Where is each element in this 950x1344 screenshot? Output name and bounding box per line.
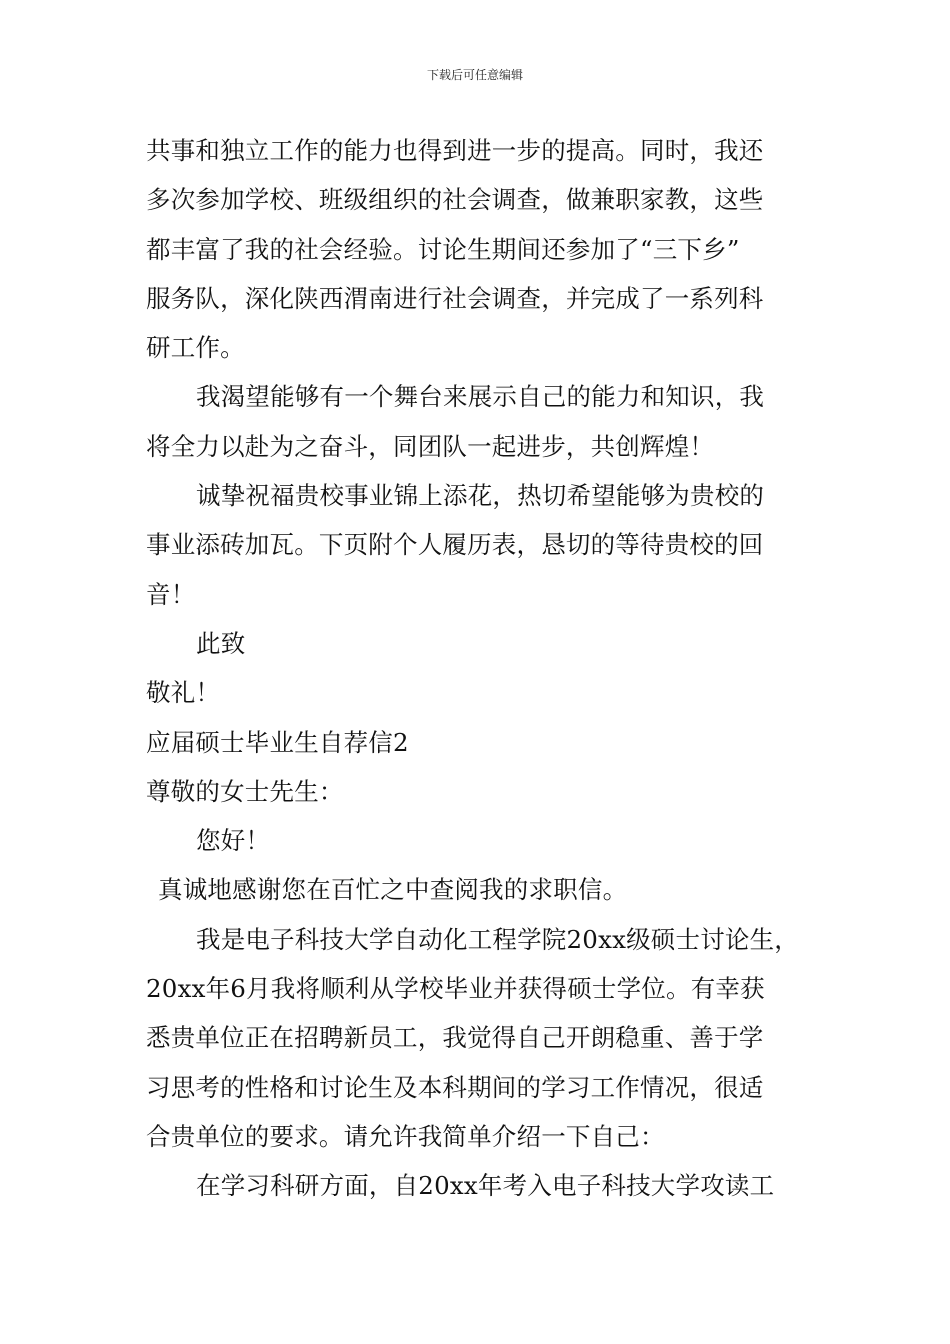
section-title: 应届硕士毕业生自荐信2 — [146, 727, 409, 757]
paragraph-start: 在学习科研方面，自20xx年考入电子科技大学攻读工 — [196, 1171, 775, 1201]
text-line: 习思考的性格和讨论生及本科期间的学习工作情况，很适 — [146, 1072, 764, 1102]
page-header-note: 下载后可任意编辑 — [426, 68, 523, 82]
paragraph-start: 诚挚祝福贵校事业锦上添花，热切希望能够为贵校的 — [196, 481, 765, 511]
paragraph-start: 我渴望能够有一个舞台来展示自己的能力和知识，我 — [196, 382, 765, 412]
text-line: 20xx年6月我将顺利从学校毕业并获得硕士学位。有幸获 — [146, 974, 765, 1004]
document-body — [146, 126, 816, 1211]
greeting: 您好！ — [196, 826, 271, 856]
text-line: 将全力以赴为之奋斗，同团队一起进步，共创辉煌！ — [146, 431, 715, 461]
text-line: 事业添砖加瓦。下页附个人履历表，恳切的等待贵校的回 — [146, 530, 764, 560]
text-line: 共事和独立工作的能力也得到进一步的提高。同时，我还 — [146, 136, 764, 165]
text-line: 悉贵单位正在招聘新员工，我觉得自己开朗稳重、善于学 — [146, 1023, 764, 1053]
text-line: 真诚地感谢您在百忙之中查阅我的求职信。 — [158, 875, 628, 905]
text-line: 服务队，深化陕西渭南进行社会调查，并完成了一系列科 — [146, 283, 764, 313]
text-line: 研工作。 — [146, 333, 245, 363]
closing-phrase: 此致 — [196, 628, 246, 658]
closing-salute: 敬礼！ — [146, 678, 221, 708]
paragraph-start: 我是电子科技大学自动化工程学院20xx级硕士讨论生， — [196, 924, 800, 954]
text-line: 合贵单位的要求。请允许我简单介绍一下自己： — [146, 1121, 665, 1151]
text-line: 多次参加学校、班级组织的社会调查，做兼职家教，这些 — [146, 185, 764, 215]
salutation: 尊敬的女士先生： — [146, 776, 344, 806]
text-line: 都丰富了我的社会经验。讨论生期间还参加了“三下乡” — [146, 234, 740, 264]
text-line: 音！ — [146, 579, 196, 609]
